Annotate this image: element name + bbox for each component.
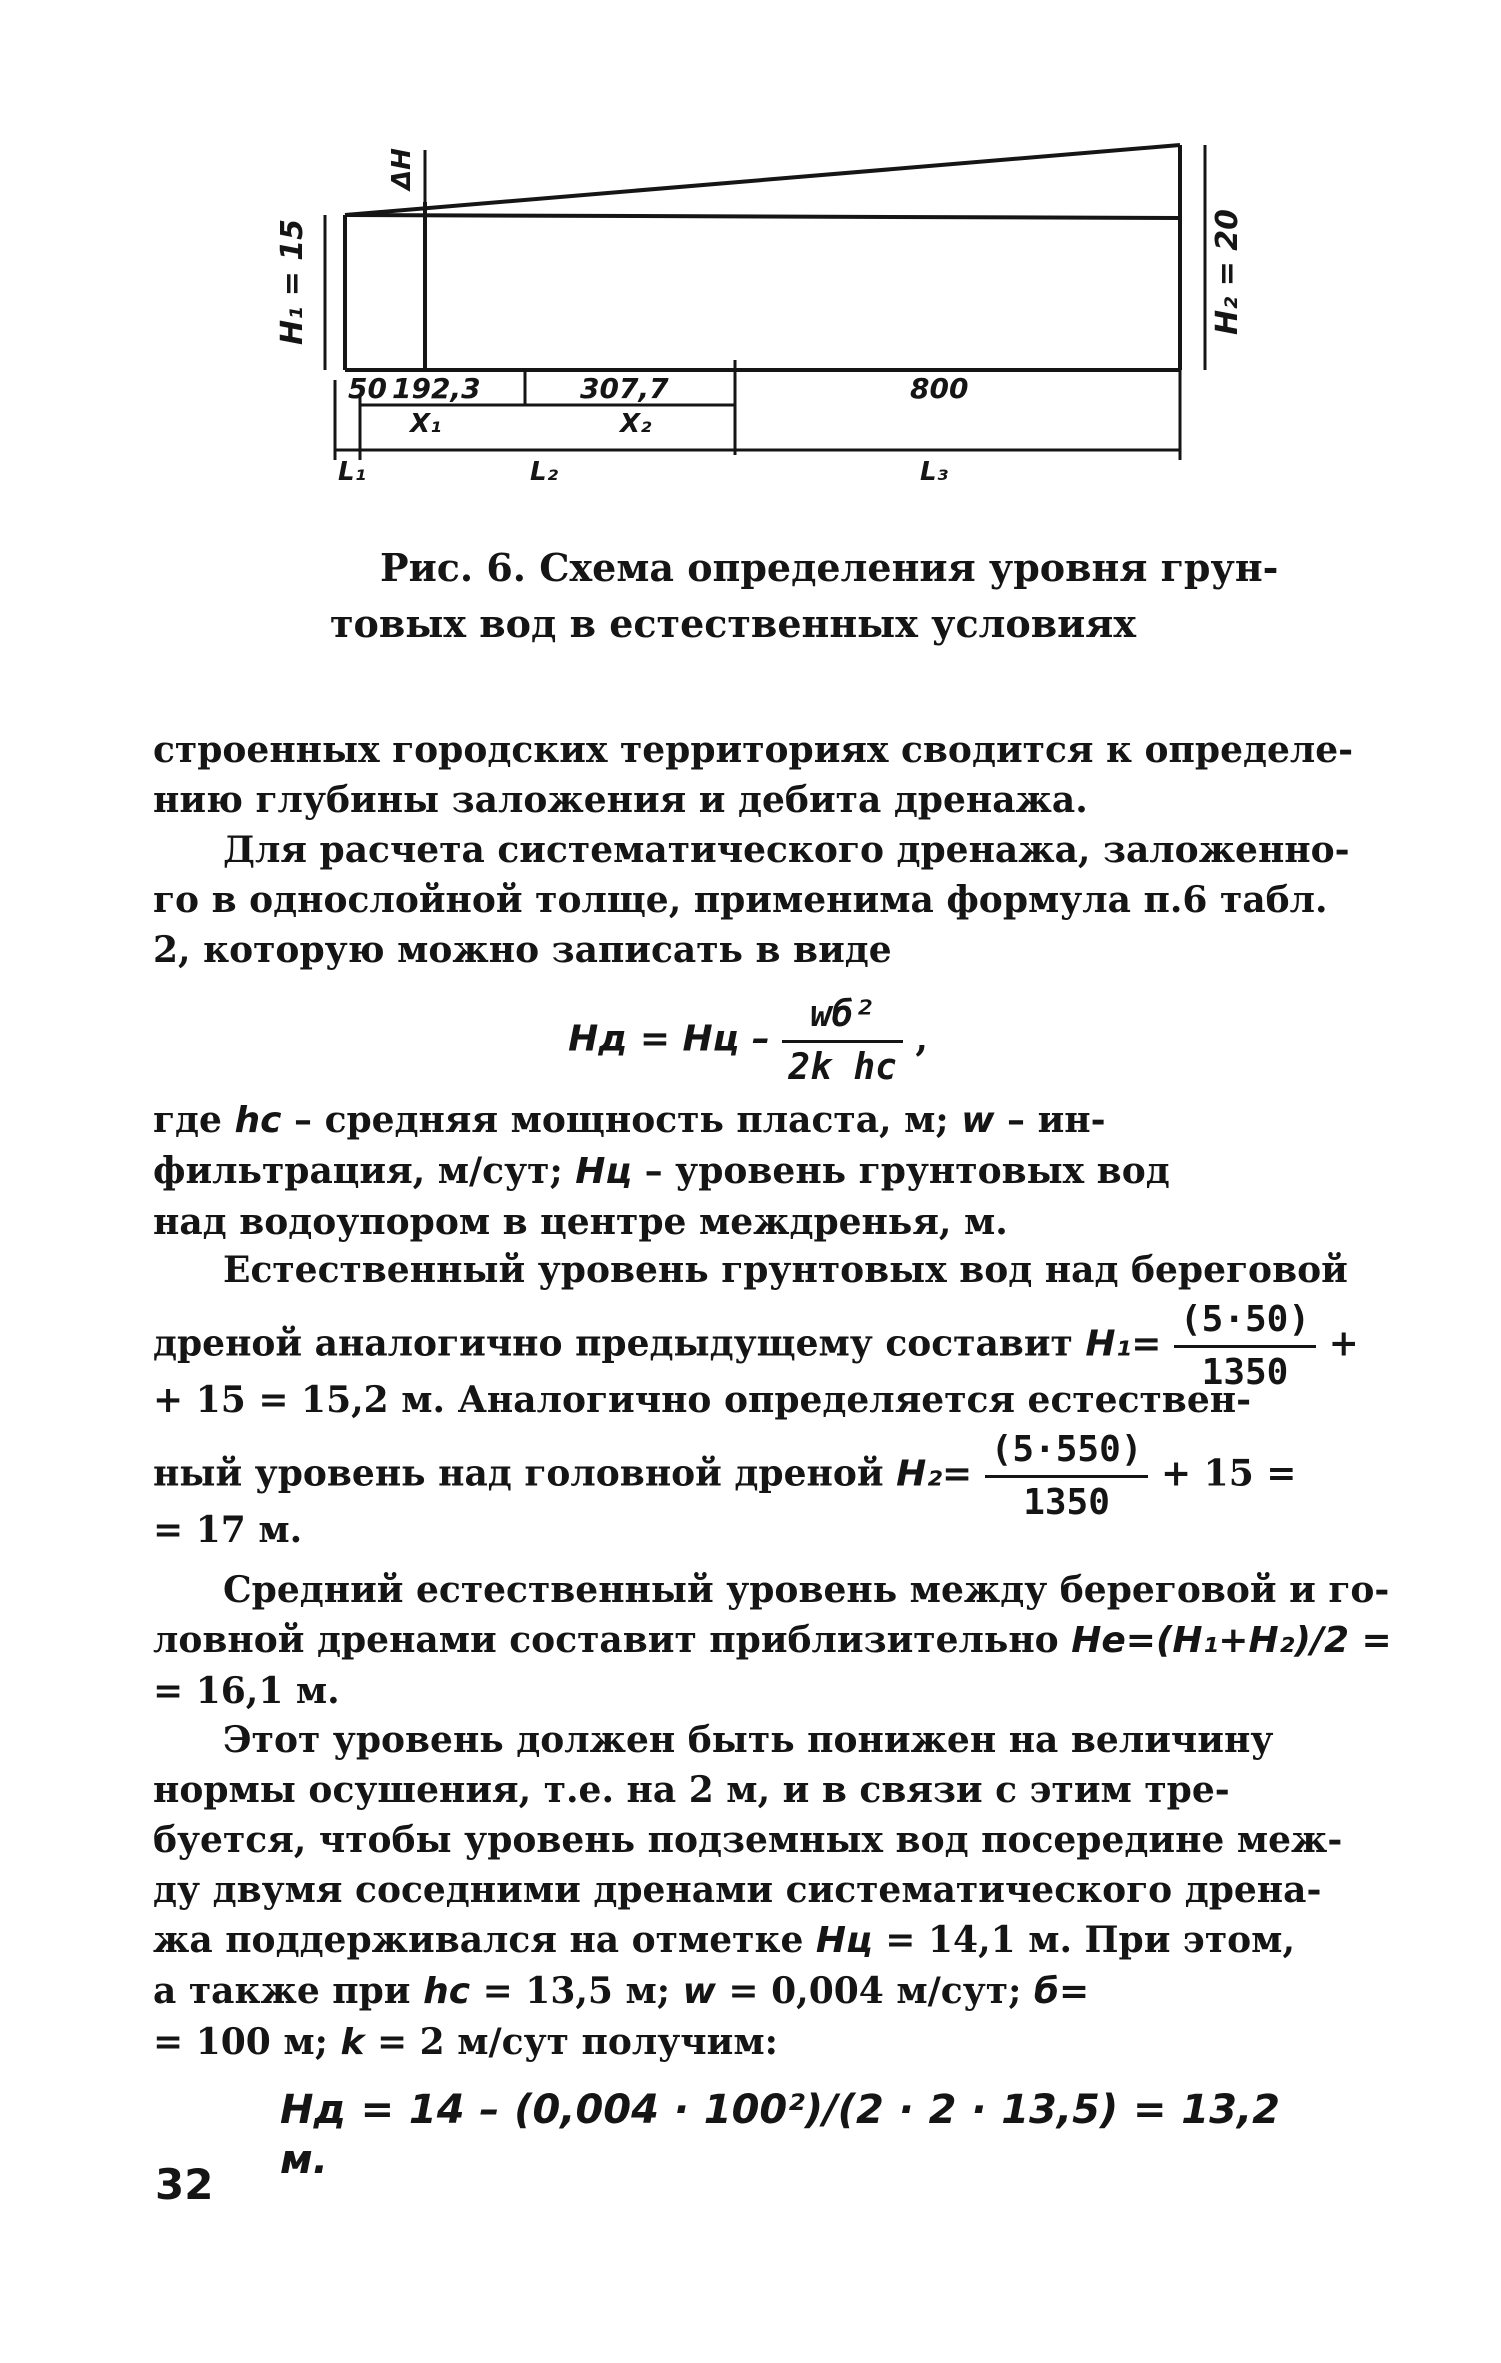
p4-line-4-tail: + 15 = <box>1160 1452 1297 1495</box>
p3-infiltration: фильтрация, м/сут; <box>153 1150 563 1192</box>
p6-w-symbol: w <box>682 1971 716 2012</box>
dim-50-label: 50 <box>348 372 387 405</box>
p6-line-1: Этот уровень должен быть понижен на величину <box>223 1719 1274 1761</box>
p3-hc-desc: – средняя мощность пласта, м; <box>294 1099 949 1141</box>
p2-line-3: 2, которую можно записать в виде <box>153 929 892 971</box>
p4-h1-den: 1350 <box>1201 1352 1289 1393</box>
paragraph-3 <box>153 1095 1343 1247</box>
p4-h2-fraction <box>985 1425 1149 1528</box>
caption-line-1: Рис. 6. Схема определения уровня грун- <box>380 545 1279 590</box>
paragraph-6 <box>153 1715 1343 2068</box>
h1-label: H₁ = 15 <box>275 218 310 345</box>
p4-h2-den: 1350 <box>1023 1482 1110 1523</box>
p4-line-1: Естественный уровень грунтовых вод над береговой <box>223 1249 1348 1291</box>
p3-w-desc: – ин- <box>1007 1099 1106 1141</box>
l2-label: L₂ <box>530 457 558 487</box>
paragraph-1 <box>153 725 1354 825</box>
p6-line-3: буется, чтобы уровень подземных вод посередине меж- <box>153 1819 1343 1861</box>
x2-label: X₂ <box>620 409 652 439</box>
p6-k-symbol: k <box>340 2022 365 2063</box>
p3-hc-symbol: hc <box>234 1100 282 1141</box>
p6-line-6-text: а также при <box>153 1970 411 2012</box>
p5-line-3: = 16,1 м. <box>153 1670 340 1712</box>
formula-1-fraction <box>782 990 902 1093</box>
p2-line-1: Для расчета систематического дренажа, заложенно- <box>223 829 1350 871</box>
formula-1-lhs: Hд = Hц – <box>568 1018 770 1060</box>
p6-line-5-tail: = 14,1 м. При этом, <box>885 1919 1295 1961</box>
p4-h2-symbol: H₂= <box>896 1453 973 1495</box>
p5-line-2-text: ловной дренами составит приблизительно <box>153 1619 1059 1661</box>
p6-b-symbol: б= <box>1033 1971 1090 2012</box>
p6-line-2: нормы осушения, т.е. на 2 м, и в связи с этим тре- <box>153 1769 1230 1811</box>
h2-label: H₂ = 20 <box>1210 208 1245 335</box>
caption-line-2: товых вод в естественных условиях <box>330 601 1137 646</box>
paragraph-2 <box>153 825 1350 975</box>
p6-line-5-text: жа поддерживался на отметке <box>153 1919 804 1961</box>
dim-192-label: 192,3 <box>392 372 481 405</box>
formula-1 <box>153 990 1343 1093</box>
dh-label: ΔH <box>387 148 417 190</box>
paragraph-4 <box>153 1245 1359 1555</box>
p4-h2-num: (5·550) <box>985 1425 1149 1478</box>
p5-he-formula: Hе=(H₁+H₂)/2 = <box>1071 1620 1392 1661</box>
p3-w-symbol: w <box>961 1100 995 1141</box>
p6-line-7-tail: = 2 м/сут получим: <box>376 2021 778 2063</box>
x1-label: X₁ <box>410 409 442 439</box>
formula-2-text: Hд = 14 – (0,004 · 100²)/(2 · 2 · 13,5) = 13,2 м. <box>280 2087 1280 2183</box>
p4-line-2-text: дреной аналогично предыдущему составит <box>153 1322 1073 1365</box>
p4-line-5: = 17 м. <box>153 1509 303 1551</box>
p6-line-7-text: = 100 м; <box>153 2021 328 2063</box>
p2-line-2: го в однослойной толще, применима формула п.6 табл. <box>153 879 1328 921</box>
figure-caption <box>330 540 1330 652</box>
p3-line-3: над водоупором в центре междренья, м. <box>153 1201 1008 1243</box>
dim-307-label: 307,7 <box>580 372 669 405</box>
dim-800-label: 800 <box>910 372 969 405</box>
horizontal-level <box>345 215 1180 218</box>
p6-line-4: ду двумя соседними дренами систематического дрена- <box>153 1869 1322 1911</box>
p3-hts-desc: – уровень грунтовых вод <box>644 1150 1170 1192</box>
paragraph-5 <box>153 1565 1392 1716</box>
formula-1-tail: , <box>915 1017 928 1060</box>
p4-line-4-text: ный уровень над головной дреной <box>153 1452 884 1495</box>
p1-line-2: нию глубины заложения и дебита дренажа. <box>153 779 1088 821</box>
p5-line-1: Средний естественный уровень между береговой и го- <box>223 1569 1390 1611</box>
scheme-drawing <box>275 130 1260 510</box>
p1-line-1: строенных городских территориях сводится к определе- <box>153 729 1354 771</box>
p4-h1-symbol: H₁= <box>1085 1323 1162 1365</box>
p6-w-value: = 0,004 м/сут; <box>728 1970 1022 2012</box>
p6-hc-value: = 13,5 м; <box>482 1970 671 2012</box>
sloped-water-table <box>345 145 1180 215</box>
formula-1-num: wб² <box>782 990 902 1043</box>
p3-hts-symbol: Hц <box>575 1151 633 1192</box>
l1-label: L₁ <box>338 457 366 487</box>
p4-line-3: + 15 = 15,2 м. Аналогично определяется естествен- <box>153 1379 1252 1421</box>
p4-h1-num: (5·50) <box>1174 1295 1316 1348</box>
formula-2 <box>280 2085 1280 2185</box>
p3-where: где <box>153 1099 222 1141</box>
p4-line-2-tail: + <box>1328 1322 1359 1365</box>
formula-1-den: 2k hc <box>788 1047 897 1088</box>
p6-hc-symbol: hc <box>423 1971 471 2012</box>
p6-hts-symbol: Hц <box>815 1920 873 1961</box>
page-number: 32 <box>155 2160 214 2209</box>
l3-label: L₃ <box>920 457 948 487</box>
groundwater-scheme-figure <box>275 130 1260 510</box>
